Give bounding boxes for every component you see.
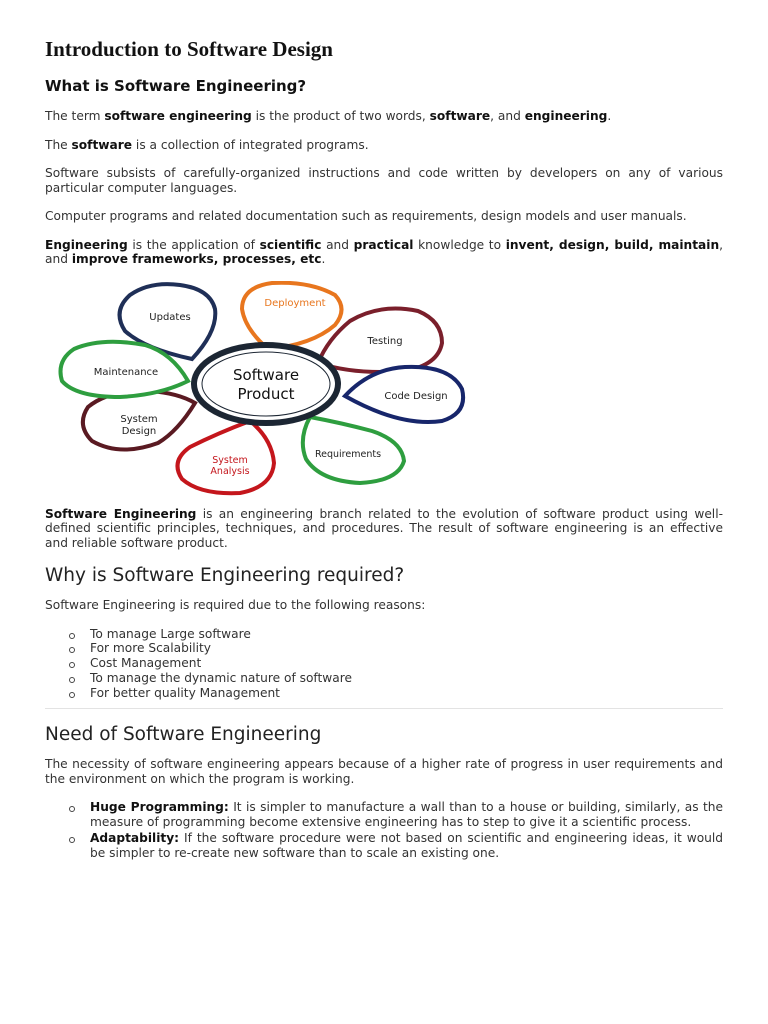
petal-system-analysis: [178, 421, 275, 493]
need-intro: The necessity of software engineering appears because of a higher rate of progress in user requirements and the environment on which the program is working.: [45, 757, 723, 786]
petal-system-design: [83, 390, 195, 449]
page-title: Introduction to Software Design: [45, 37, 333, 61]
document-page: [45, 0, 723, 860]
what-heading: What is Software Engineering?: [45, 77, 307, 95]
need-heading: Need of Software Engineering: [45, 724, 322, 746]
svg-text:Updates: Updates: [149, 311, 191, 323]
svg-text:Software: Software: [232, 365, 300, 384]
paragraph-term: The term software engineering is the product of two words, software, and engineering.: [45, 109, 612, 123]
petal-code-design: [345, 366, 463, 421]
paragraph-se-branch: Software Engineering is an engineering branch related to the evolution of software product using well-defined scientific principles, techniques, and procedures. The result of software engineering is an effective and reliable software product.: [45, 506, 723, 550]
svg-text:Code Design: Code Design: [384, 390, 448, 402]
need-list: [45, 800, 723, 860]
svg-text:Deployment: Deployment: [264, 297, 326, 309]
center-software-product: [194, 345, 338, 423]
svg-text:Requirements: Requirements: [314, 448, 382, 460]
list-item: For more Scalability: [45, 641, 723, 656]
svg-text:Analysis: Analysis: [210, 465, 250, 477]
why-heading: Why is Software Engineering required?: [45, 565, 405, 586]
list-item: To manage Large software: [45, 627, 723, 642]
svg-text:Testing: Testing: [367, 335, 403, 347]
paragraph-engineering: Engineering is the application of scientific and practical knowledge to invent, design, build, maintain, and improve frameworks, processes, etc.: [45, 237, 724, 266]
svg-text:System: System: [212, 454, 248, 466]
svg-text:Design: Design: [121, 425, 157, 437]
petal-deployment: [242, 282, 342, 348]
reasons-list: [45, 627, 723, 701]
paragraph-software: The software is a collection of integrated programs.: [45, 137, 369, 152]
svg-text:Product: Product: [237, 384, 295, 403]
petal-requirements: [303, 417, 404, 483]
paragraph-programs: Computer programs and related documentation such as requirements, design models and user manuals.: [45, 209, 687, 223]
list-item: To manage the dynamic nature of software: [45, 671, 723, 686]
section-divider: [45, 708, 723, 709]
software-product-diagram: [50, 281, 490, 501]
list-item: Huge Programming: It is simpler to manufacture a wall than to a house or building, similarly, as the measure of programming become extensive engineering has to step to give it a scientific process.: [45, 800, 723, 829]
svg-text:System: System: [120, 413, 158, 425]
list-item: Cost Management: [45, 656, 723, 671]
paragraph-subsists: Software subsists of carefully-organized instructions and code written by developers on any of various particular computer languages.: [45, 166, 723, 195]
why-intro: Software Engineering is required due to the following reasons:: [45, 598, 426, 612]
list-item: Adaptability: If the software procedure were not based on scientific and engineering ideas, it would be simpler to re-create new software than to scale an existing one.: [45, 831, 723, 860]
list-item: For better quality Management: [45, 686, 723, 701]
svg-text:Maintenance: Maintenance: [93, 366, 159, 378]
